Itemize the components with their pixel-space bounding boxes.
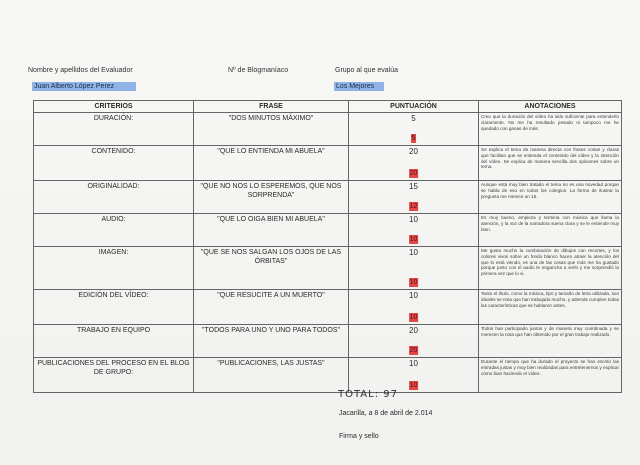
table-row xyxy=(34,290,622,325)
evaluator-score-mark: 10 xyxy=(409,314,418,321)
score-cell xyxy=(349,325,479,358)
self-score: 10 xyxy=(409,291,418,300)
evaluator-score-mark: 10 xyxy=(409,382,418,389)
column-header-anotaciones: ANOTACIONES xyxy=(479,101,622,113)
criterion-cell: ORIGINALIDAD: xyxy=(34,181,194,214)
self-score: 10 xyxy=(409,359,418,368)
annotation-cell: Me gusta mucho la combinación de dibujos con recortes, y los colores vivos sobre un fondo blanco hacen atraer la atención del que lo está viendo, es una de las cosas que más me ha gustado porque junto con el audio te engancha a verlo y me sorprendió la primera vez que lo vi. xyxy=(479,247,622,290)
phrase-cell: "QUE SE NOS SALGAN LOS OJOS DE LAS ÓRBITAS" xyxy=(194,247,349,290)
evaluator-score-mark: 20 xyxy=(409,347,418,354)
blog-number-label: Nº de Blogmaníaco xyxy=(228,67,289,74)
criterion-cell: IMAGEN: xyxy=(34,247,194,290)
criterion-cell: AUDIO: xyxy=(34,214,194,247)
score-cell xyxy=(349,146,479,181)
evaluator-score-mark: 20 xyxy=(409,170,418,177)
self-score: 10 xyxy=(409,248,418,257)
evaluator-name: Juan Alberto López Perez xyxy=(32,82,136,91)
criterion-cell: DURACIÓN: xyxy=(34,113,194,146)
table-row xyxy=(34,181,622,214)
criterion-cell: PUBLICACIONES DEL PROCESO EN EL BLOG DE GRUPO: xyxy=(34,358,194,393)
criterion-cell: CONTENIDO: xyxy=(34,146,194,181)
phrase-cell: "QUE NO NOS LO ESPEREMOS, QUE NOS SORPRENDA" xyxy=(194,181,349,214)
column-header-criterios: CRITERIOS xyxy=(34,101,194,113)
phrase-cell: "QUE LO OIGA BIEN MI ABUELA" xyxy=(194,214,349,247)
phrase-cell: "QUE LO ENTIENDA MI ABUELA" xyxy=(194,146,349,181)
group-name: Los Mejores xyxy=(334,82,384,91)
annotation-cell: Es muy bueno, empieza y termina con música que llama la atención, y la voz de la narradora suena clara y se le entiende muy bien. xyxy=(479,214,622,247)
score-cell xyxy=(349,181,479,214)
self-score: 15 xyxy=(409,182,418,191)
self-score: 20 xyxy=(409,326,418,335)
table-row xyxy=(34,214,622,247)
table-row xyxy=(34,113,622,146)
phrase-cell: "PUBLICACIONES, LAS JUSTAS" xyxy=(194,358,349,393)
score-cell xyxy=(349,358,479,393)
phrase-cell: "TODOS PARA UNO Y UNO PARA TODOS" xyxy=(194,325,349,358)
self-score: 20 xyxy=(409,147,418,156)
self-score: 10 xyxy=(409,215,418,224)
evaluator-score-mark: 10 xyxy=(409,279,418,286)
table-row xyxy=(34,146,622,181)
evaluator-score-mark: 5 xyxy=(411,135,416,142)
score-cell xyxy=(349,247,479,290)
evaluator-score-mark: 10 xyxy=(409,236,418,243)
score-cell xyxy=(349,290,479,325)
annotation-cell: Tanto el título, como la música, tipo y tamaño de letra utilizada, son ideales se nota que han trabajado mucho, y además cumplen todas las características que se hablaron antes. xyxy=(479,290,622,325)
column-header-frase: FRASE xyxy=(194,101,349,113)
phrase-cell: "DOS MINUTOS MÁXIMO" xyxy=(194,113,349,146)
date-line: Jacarilla, a 8 de abril de 2.014 xyxy=(339,410,433,417)
table-row xyxy=(34,325,622,358)
handwritten-total: TOTAL: 97 xyxy=(338,389,398,400)
annotation-cell: Se explica el tema de manera directa con frases cortas y claras que facilitan que se entienda el contenido del vídeo y la intención del vídeo. Se explica de manera sencilla dos opiniones sobre un tema. xyxy=(479,146,622,181)
score-cell xyxy=(349,214,479,247)
self-score: 5 xyxy=(411,114,416,123)
evaluation-table xyxy=(33,100,622,393)
table-row xyxy=(34,247,622,290)
evaluator-label: Nombre y apellidos del Evaluador xyxy=(28,67,133,74)
phrase-cell: "QUE RESUCITE A UN MUERTO" xyxy=(194,290,349,325)
signature-label: Firma y sello xyxy=(339,433,379,440)
group-label: Grupo al que evalúa xyxy=(335,67,399,74)
annotation-cell: Creo que la duración del vídeo ha sido suficiente para entenderlo claramente. No me ha resultado pesado ni tampoco me he quedado con ganas de más. xyxy=(479,113,622,146)
annotation-cell: Aunque está muy bien tratado el tema no es una novedad porque se habla de eso en todos los colegios. La forma de ilustrar la pregunta me merece un 15. xyxy=(479,181,622,214)
criterion-cell: EDICIÓN DEL VÍDEO: xyxy=(34,290,194,325)
table-header-row xyxy=(34,101,622,113)
column-header-puntuacion: PUNTUACIÓN xyxy=(349,101,479,113)
criterion-cell: TRABAJO EN EQUIPO xyxy=(34,325,194,358)
annotation-cell: Todos han participado juntos y de manera muy coordinada y se merecen la nota que han obtenido por el gran trabajo realizado. xyxy=(479,325,622,358)
score-cell xyxy=(349,113,479,146)
annotation-cell: Durante el tiempo que ha durado el proyecto se han escrito las entradas justas y muy bien realizadas para entretenernos y explicar cómo iban haciendo el vídeo. xyxy=(479,358,622,393)
evaluator-score-mark: 12 xyxy=(409,203,418,210)
table-row xyxy=(34,358,622,393)
